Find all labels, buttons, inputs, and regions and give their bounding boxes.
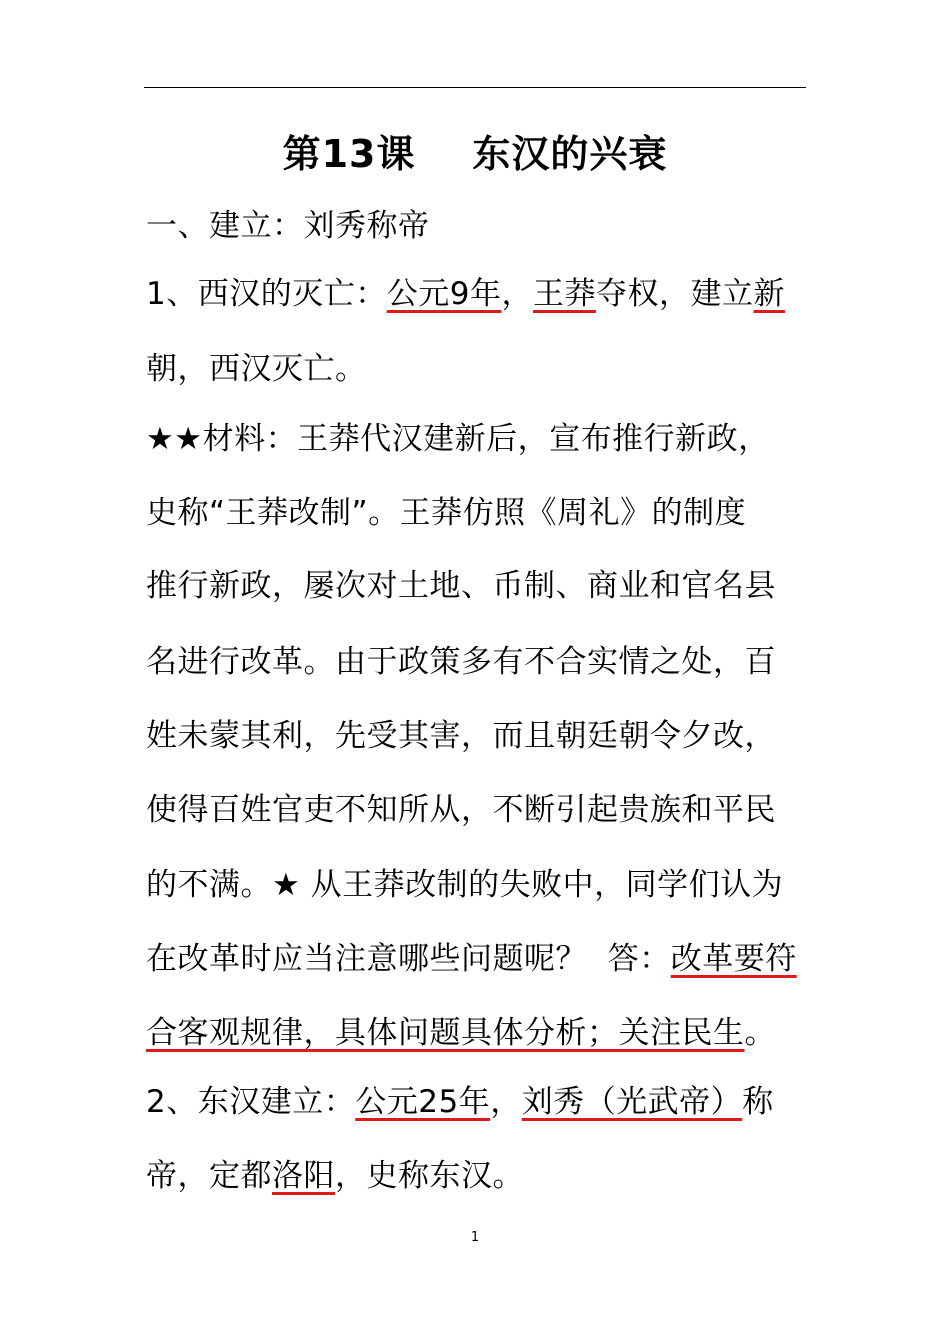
material-line: 史称“王莽改制”。王莽仿照《周礼》的制度: [146, 495, 747, 531]
item2-person: 刘秀（光武帝）: [521, 1084, 743, 1120]
item2-year: 公元25年: [355, 1084, 491, 1120]
item2-sep: ，: [490, 1084, 522, 1120]
item1-line2: [146, 347, 806, 391]
material-line: 使得百姓官吏不知所从，不断引起贵族和平民: [146, 792, 776, 828]
item1-dynasty-part2: 朝: [146, 351, 178, 387]
item1-line1: [146, 272, 806, 316]
item1-prefix: 1、西汉的灭亡：: [146, 276, 387, 312]
item2-prefix: 2、东汉建立：: [146, 1084, 356, 1120]
item2-tail: 称: [742, 1084, 774, 1120]
item1-tail: ，西汉灭亡。: [177, 351, 367, 387]
answer-end: 。: [744, 1015, 776, 1051]
item1-mid: 夺权，建立: [595, 276, 754, 312]
item2-line2-b: ，史称东汉。: [335, 1158, 524, 1194]
item2-line1: [146, 1080, 806, 1124]
material-line: 姓未蒙其利，先受其害，而且朝廷朝令夕改，: [146, 718, 776, 754]
item1-year: 公元9年: [386, 276, 502, 312]
question-line: [146, 937, 806, 981]
item2-line2-a: 帝，定都: [146, 1158, 272, 1194]
item1-dynasty-part1: 新: [753, 276, 785, 312]
material-line: 推行新政，屡次对土地、币制、商业和官名县: [146, 568, 776, 604]
answer-part2: 合客观规律，具体问题具体分析；关注民生: [146, 1015, 745, 1051]
section-heading: 一、建立：刘秀称帝: [146, 208, 430, 244]
item1-person: 王莽: [532, 276, 596, 312]
material-line: 名进行改革。由于政策多有不合实情之处，百: [146, 644, 776, 680]
answer-part1: 改革要符: [670, 941, 797, 977]
material-line: ★★材料：王莽代汉建新后，宣布推行新政，: [146, 421, 770, 457]
page-title: 第13课 东汉的兴衰: [282, 132, 668, 176]
material-line: 的不满。★ 从王莽改制的失败中，同学们认为: [146, 867, 784, 903]
header-rule: [144, 87, 806, 88]
question-text: 在改革时应当注意哪些问题呢？ 答：: [146, 941, 671, 977]
page-number: 1: [470, 1230, 480, 1245]
item2-line2: [146, 1154, 806, 1198]
item2-capital: 洛阳: [272, 1158, 335, 1194]
answer-line: [146, 1011, 806, 1055]
item1-sep: ，: [501, 276, 533, 312]
